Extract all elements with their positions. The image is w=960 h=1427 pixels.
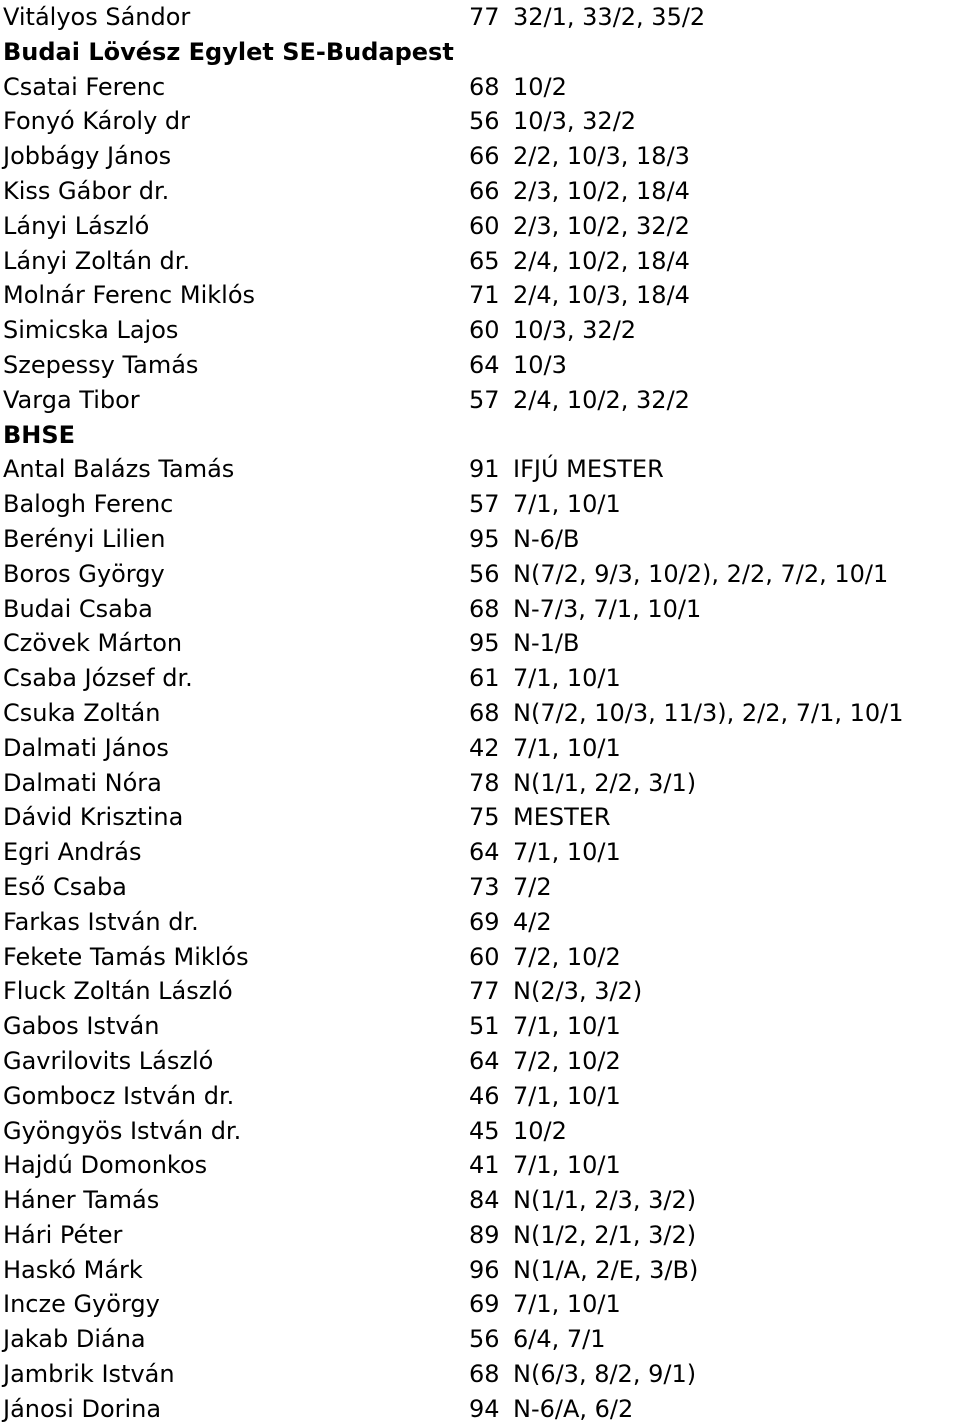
member-codes: 10/3	[513, 350, 567, 379]
member-name: Dalmati Nóra	[3, 768, 162, 797]
member-row	[3, 244, 960, 279]
member-codes: 7/1, 10/1	[513, 1290, 621, 1319]
member-name: Lányi Zoltán dr.	[3, 246, 191, 275]
member-row	[3, 0, 960, 35]
member-codes: N-7/3, 7/1, 10/1	[513, 594, 702, 623]
member-codes: 2/4, 10/3, 18/4	[513, 281, 690, 310]
member-row	[3, 313, 960, 348]
member-codes: N(6/3, 8/2, 9/1)	[513, 1360, 697, 1389]
member-codes: 7/2	[513, 872, 552, 901]
member-row	[3, 1218, 960, 1253]
member-row	[3, 766, 960, 801]
member-name: Gabos István	[3, 1012, 160, 1041]
member-name: Gombocz István dr.	[3, 1081, 235, 1110]
member-codes: 7/1, 10/1	[513, 1081, 621, 1110]
member-score: 95	[469, 524, 500, 553]
member-codes: 6/4, 7/1	[513, 1325, 606, 1354]
member-row	[3, 696, 960, 731]
member-row	[3, 209, 960, 244]
member-score: 45	[469, 1116, 500, 1145]
member-row	[3, 661, 960, 696]
member-row	[3, 348, 960, 383]
member-row	[3, 174, 960, 209]
member-row	[3, 1148, 960, 1183]
member-name: Csaba József dr.	[3, 664, 193, 693]
member-codes: 7/1, 10/1	[513, 1012, 621, 1041]
member-name: Vitályos Sándor	[3, 3, 191, 31]
member-codes: 4/2	[513, 907, 552, 936]
member-score: 68	[469, 1360, 500, 1389]
member-codes: 32/1, 33/2, 35/2	[513, 3, 706, 31]
member-codes: 2/4, 10/2, 32/2	[513, 385, 690, 414]
member-score: 69	[469, 1290, 500, 1319]
member-name: Budai Csaba	[3, 594, 153, 623]
member-codes: 2/3, 10/2, 32/2	[513, 211, 690, 240]
member-score: 56	[469, 107, 500, 136]
member-score: 75	[469, 803, 500, 832]
member-codes: N-6/A, 6/2	[513, 1394, 634, 1423]
member-name: Lányi László	[3, 211, 150, 240]
member-score: 71	[469, 281, 500, 310]
member-score: 60	[469, 316, 500, 345]
member-score: 91	[469, 455, 500, 484]
member-score: 66	[469, 176, 500, 205]
member-name: Boros György	[3, 559, 165, 588]
member-row	[3, 70, 960, 105]
club-name: BHSE	[3, 420, 76, 449]
member-score: 65	[469, 246, 500, 275]
member-score: 96	[469, 1255, 500, 1284]
member-score: 73	[469, 872, 500, 901]
member-name: Czövek Márton	[3, 629, 183, 658]
member-score: 66	[469, 142, 500, 171]
member-score: 78	[469, 768, 500, 797]
member-name: Dávid Krisztina	[3, 803, 184, 832]
member-codes: N(1/1, 2/3, 3/2)	[513, 1186, 697, 1215]
member-codes: 7/1, 10/1	[513, 838, 621, 867]
member-score: 84	[469, 1186, 500, 1215]
member-row	[3, 870, 960, 905]
member-name: Jambrik István	[3, 1360, 175, 1389]
member-score: 41	[469, 1151, 500, 1180]
member-name: Csatai Ferenc	[3, 72, 166, 101]
member-score: 60	[469, 942, 500, 971]
member-name: Jakab Diána	[3, 1325, 146, 1354]
member-name: Gyöngyös István dr.	[3, 1116, 242, 1145]
member-row	[3, 1079, 960, 1114]
member-score: 46	[469, 1081, 500, 1110]
member-score: 95	[469, 629, 500, 658]
member-name: Szepessy Tamás	[3, 350, 199, 379]
member-score: 42	[469, 733, 500, 762]
member-codes: N(2/3, 3/2)	[513, 977, 643, 1006]
member-codes: 2/4, 10/2, 18/4	[513, 246, 690, 275]
member-codes: N(1/1, 2/2, 3/1)	[513, 768, 697, 797]
member-row	[3, 557, 960, 592]
member-row	[3, 592, 960, 627]
member-row	[3, 1322, 960, 1357]
member-codes: N(1/2, 2/1, 3/2)	[513, 1220, 697, 1249]
member-score: 69	[469, 907, 500, 936]
member-list	[3, 0, 960, 1427]
member-row	[3, 522, 960, 557]
member-score: 77	[469, 977, 500, 1006]
member-row	[3, 487, 960, 522]
member-row	[3, 800, 960, 835]
member-score: 51	[469, 1012, 500, 1041]
member-score: 60	[469, 211, 500, 240]
member-name: Antal Balázs Tamás	[3, 455, 235, 484]
member-row	[3, 1392, 960, 1427]
member-name: Haskó Márk	[3, 1255, 143, 1284]
member-row	[3, 835, 960, 870]
member-codes: 7/1, 10/1	[513, 490, 621, 519]
member-row	[3, 104, 960, 139]
member-codes: 10/3, 32/2	[513, 107, 637, 136]
member-row	[3, 452, 960, 487]
member-name: Molnár Ferenc Miklós	[3, 281, 255, 310]
member-row	[3, 1114, 960, 1149]
member-codes: N(7/2, 9/3, 10/2), 2/2, 7/2, 10/1	[513, 559, 889, 588]
member-codes: N(7/2, 10/3, 11/3), 2/2, 7/1, 10/1	[513, 698, 904, 727]
member-score: 94	[469, 1394, 500, 1423]
member-score: 56	[469, 559, 500, 588]
member-name: Hajdú Domonkos	[3, 1151, 208, 1180]
member-name: Fekete Tamás Miklós	[3, 942, 249, 971]
member-row	[3, 383, 960, 418]
member-row	[3, 1357, 960, 1392]
member-row	[3, 1183, 960, 1218]
member-codes: 2/3, 10/2, 18/4	[513, 176, 690, 205]
member-codes: N-6/B	[513, 524, 580, 553]
member-row	[3, 731, 960, 766]
member-name: Berényi Lilien	[3, 524, 166, 553]
member-row	[3, 905, 960, 940]
member-name: Dalmati János	[3, 733, 169, 762]
club-header	[3, 35, 960, 70]
member-name: Varga Tibor	[3, 385, 140, 414]
member-name: Simicska Lajos	[3, 316, 179, 345]
member-codes: 7/1, 10/1	[513, 664, 621, 693]
member-codes: MESTER	[513, 803, 611, 832]
member-name: Jobbágy János	[3, 142, 172, 171]
member-score: 56	[469, 1325, 500, 1354]
member-name: Jánosi Dorina	[3, 1394, 162, 1423]
member-codes: 7/1, 10/1	[513, 733, 621, 762]
member-codes: N-1/B	[513, 629, 580, 658]
member-codes: 7/2, 10/2	[513, 1046, 621, 1075]
member-codes: N(1/A, 2/E, 3/B)	[513, 1255, 699, 1284]
member-row	[3, 1009, 960, 1044]
member-row	[3, 1044, 960, 1079]
member-row	[3, 626, 960, 661]
member-score: 68	[469, 72, 500, 101]
member-row	[3, 974, 960, 1009]
member-score: 64	[469, 1046, 500, 1075]
member-score: 68	[469, 698, 500, 727]
member-name: Fluck Zoltán László	[3, 977, 233, 1006]
member-name: Hári Péter	[3, 1220, 123, 1249]
club-header	[3, 418, 960, 453]
member-score: 64	[469, 838, 500, 867]
member-codes: 2/2, 10/3, 18/3	[513, 142, 690, 171]
member-name: Incze György	[3, 1290, 160, 1319]
member-name: Gavrilovits László	[3, 1046, 214, 1075]
member-codes: 7/2, 10/2	[513, 942, 621, 971]
member-codes: 10/3, 32/2	[513, 316, 637, 345]
member-score: 89	[469, 1220, 500, 1249]
member-row	[3, 940, 960, 975]
member-name: Eső Csaba	[3, 872, 127, 901]
member-score: 68	[469, 594, 500, 623]
member-row	[3, 1253, 960, 1288]
member-score: 57	[469, 490, 500, 519]
member-codes: 7/1, 10/1	[513, 1151, 621, 1180]
member-row	[3, 278, 960, 313]
member-name: Farkas István dr.	[3, 907, 199, 936]
member-score: 61	[469, 664, 500, 693]
club-name: Budai Lövész Egylet SE-Budapest	[3, 37, 454, 66]
member-score: 64	[469, 350, 500, 379]
member-name: Csuka Zoltán	[3, 698, 161, 727]
member-name: Egri András	[3, 838, 142, 867]
member-codes: 10/2	[513, 72, 567, 101]
member-name: Fonyó Károly dr	[3, 107, 191, 136]
member-row	[3, 139, 960, 174]
member-score: 57	[469, 385, 500, 414]
member-name: Kiss Gábor dr.	[3, 176, 170, 205]
member-score: 77	[469, 3, 500, 31]
member-row	[3, 1287, 960, 1322]
member-name: Háner Tamás	[3, 1186, 160, 1215]
member-codes: 10/2	[513, 1116, 567, 1145]
member-codes: IFJÚ MESTER	[513, 455, 664, 484]
member-name: Balogh Ferenc	[3, 490, 174, 519]
